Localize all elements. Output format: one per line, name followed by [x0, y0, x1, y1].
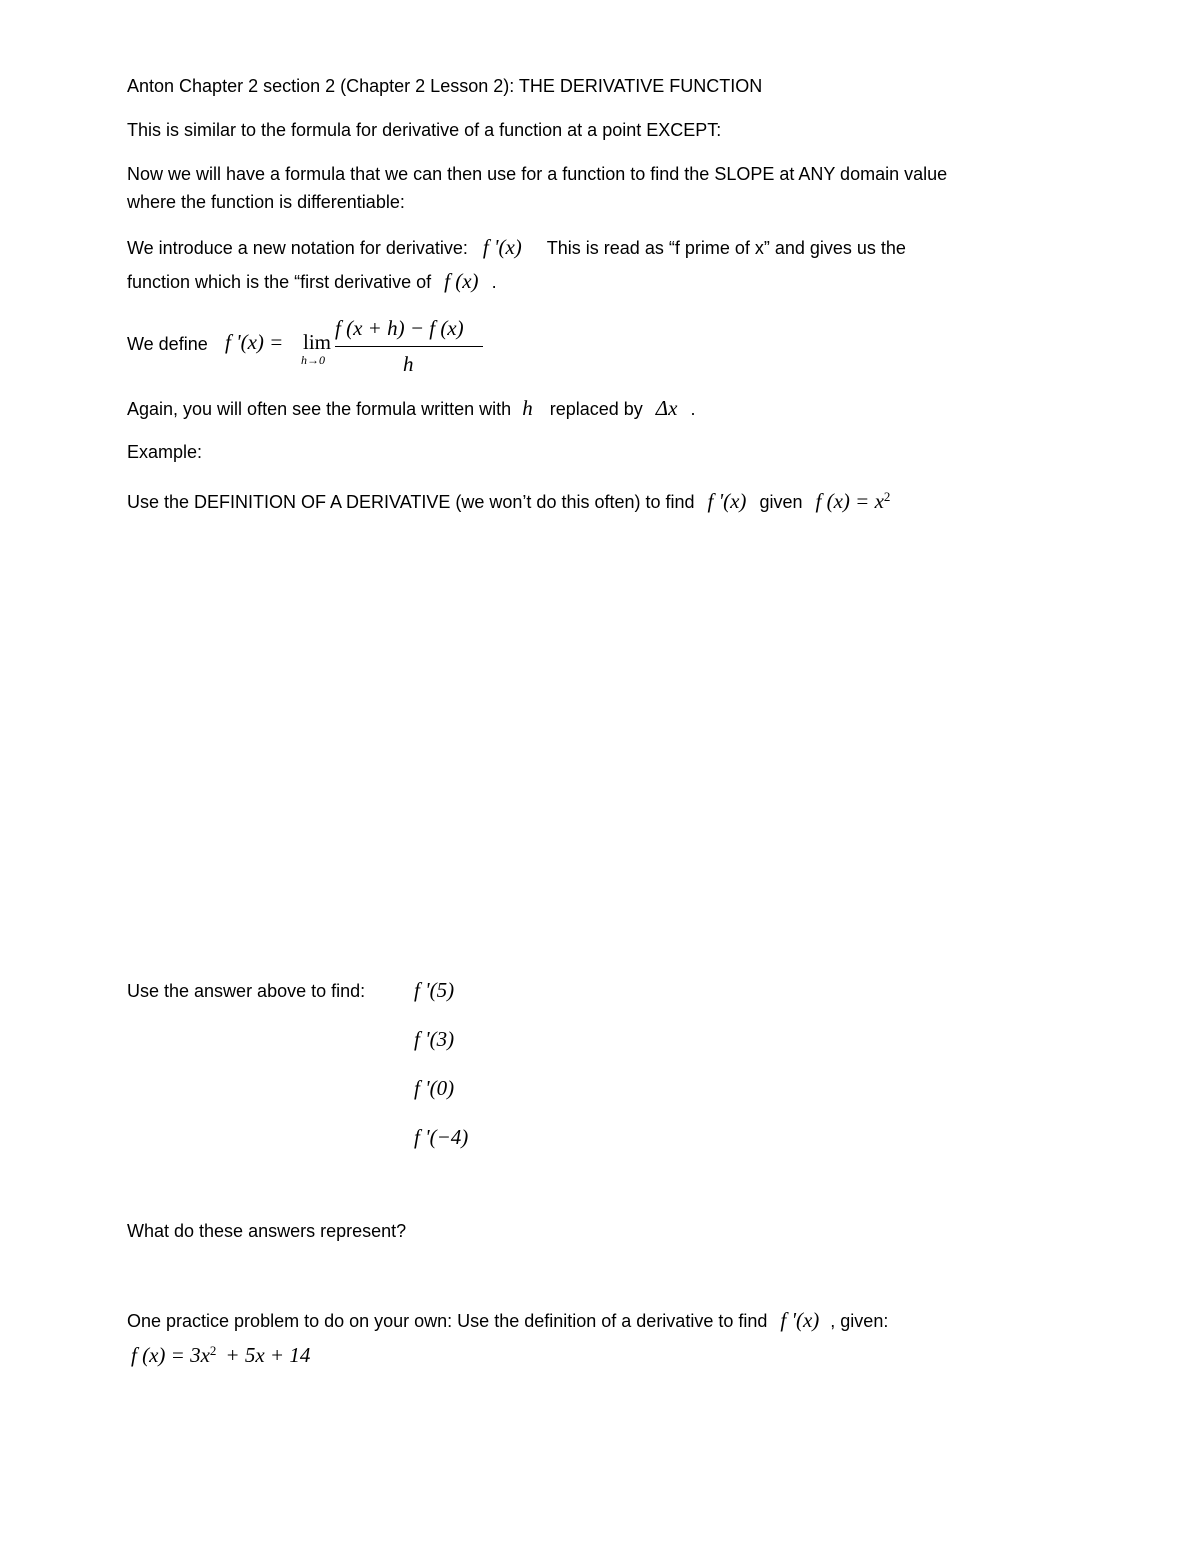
paragraph-formula-line1: Now we will have a formula that we can then use for a function to find the SLOPE at ANY domain value [127, 164, 948, 184]
notation-line2-math: f (x) [444, 269, 479, 293]
notation-description: This is read as “f prime of x” and gives us the [546, 238, 906, 258]
notation-line2 [127, 269, 497, 294]
eval-f-prime-3: f '(3) [414, 1027, 455, 1051]
definition-lim-subscript: h→0 [301, 353, 325, 367]
example-problem [127, 489, 890, 514]
delta-note-period: . [690, 399, 696, 419]
eval-f-prime-5: f '(5) [414, 978, 455, 1002]
practice-function-rhs: + 5x + 14 [225, 1343, 311, 1367]
example-fprime: f '(x) [707, 489, 747, 513]
notation-line2-period: . [491, 272, 497, 292]
notation-line [127, 235, 906, 260]
eval-f-prime-0: f '(0) [414, 1076, 455, 1100]
paragraph-intro: This is similar to the formula for derivative of a function at a point EXCEPT: [127, 120, 722, 140]
fraction-bar [335, 346, 483, 347]
delta-note-text2: replaced by [549, 399, 643, 419]
delta-x-note [127, 396, 695, 421]
example-function: f (x) = x [815, 489, 884, 513]
delta-note-dx: Δx [655, 396, 678, 420]
definition-lim: lim [303, 330, 332, 354]
delta-note-h: h [522, 396, 533, 420]
definition-label: We define [127, 334, 208, 354]
notation-line2-text: function which is the “first derivative of [127, 272, 432, 292]
practice-fprime: f '(x) [780, 1308, 820, 1332]
practice-function-exponent: 2 [209, 1343, 217, 1358]
question-text: What do these answers represent? [127, 1221, 407, 1241]
definition-denominator: h [403, 352, 414, 376]
page-title: Anton Chapter 2 section 2 (Chapter 2 Lesson 2): THE DERIVATIVE FUNCTION [127, 76, 763, 96]
paragraph-formula-line2: where the function is differentiable: [127, 192, 405, 212]
eval-f-prime-neg4: f '(−4) [414, 1125, 469, 1149]
example-label: Example: [127, 442, 203, 462]
example-given: given [759, 492, 803, 512]
definition-numerator: f (x + h) − f (x) [335, 316, 464, 340]
practice-function [131, 1343, 310, 1368]
example-text: Use the DEFINITION OF A DERIVATIVE (we won’t do this often) to find [127, 492, 695, 512]
practice-function-lhs: f (x) = 3x [131, 1343, 210, 1367]
practice-text: One practice problem to do on your own: Use the definition of a derivative to find [127, 1311, 768, 1331]
practice-problem [127, 1308, 888, 1333]
notation-math: f '(x) [482, 235, 522, 259]
practice-given: , given: [830, 1311, 889, 1331]
definition-lhs: f '(x) = [225, 330, 284, 354]
example-exponent: 2 [883, 489, 891, 504]
evaluate-label: Use the answer above to find: [127, 981, 366, 1001]
delta-note-text: Again, you will often see the formula written with [127, 399, 512, 419]
notation-text: We introduce a new notation for derivative: [127, 238, 468, 258]
